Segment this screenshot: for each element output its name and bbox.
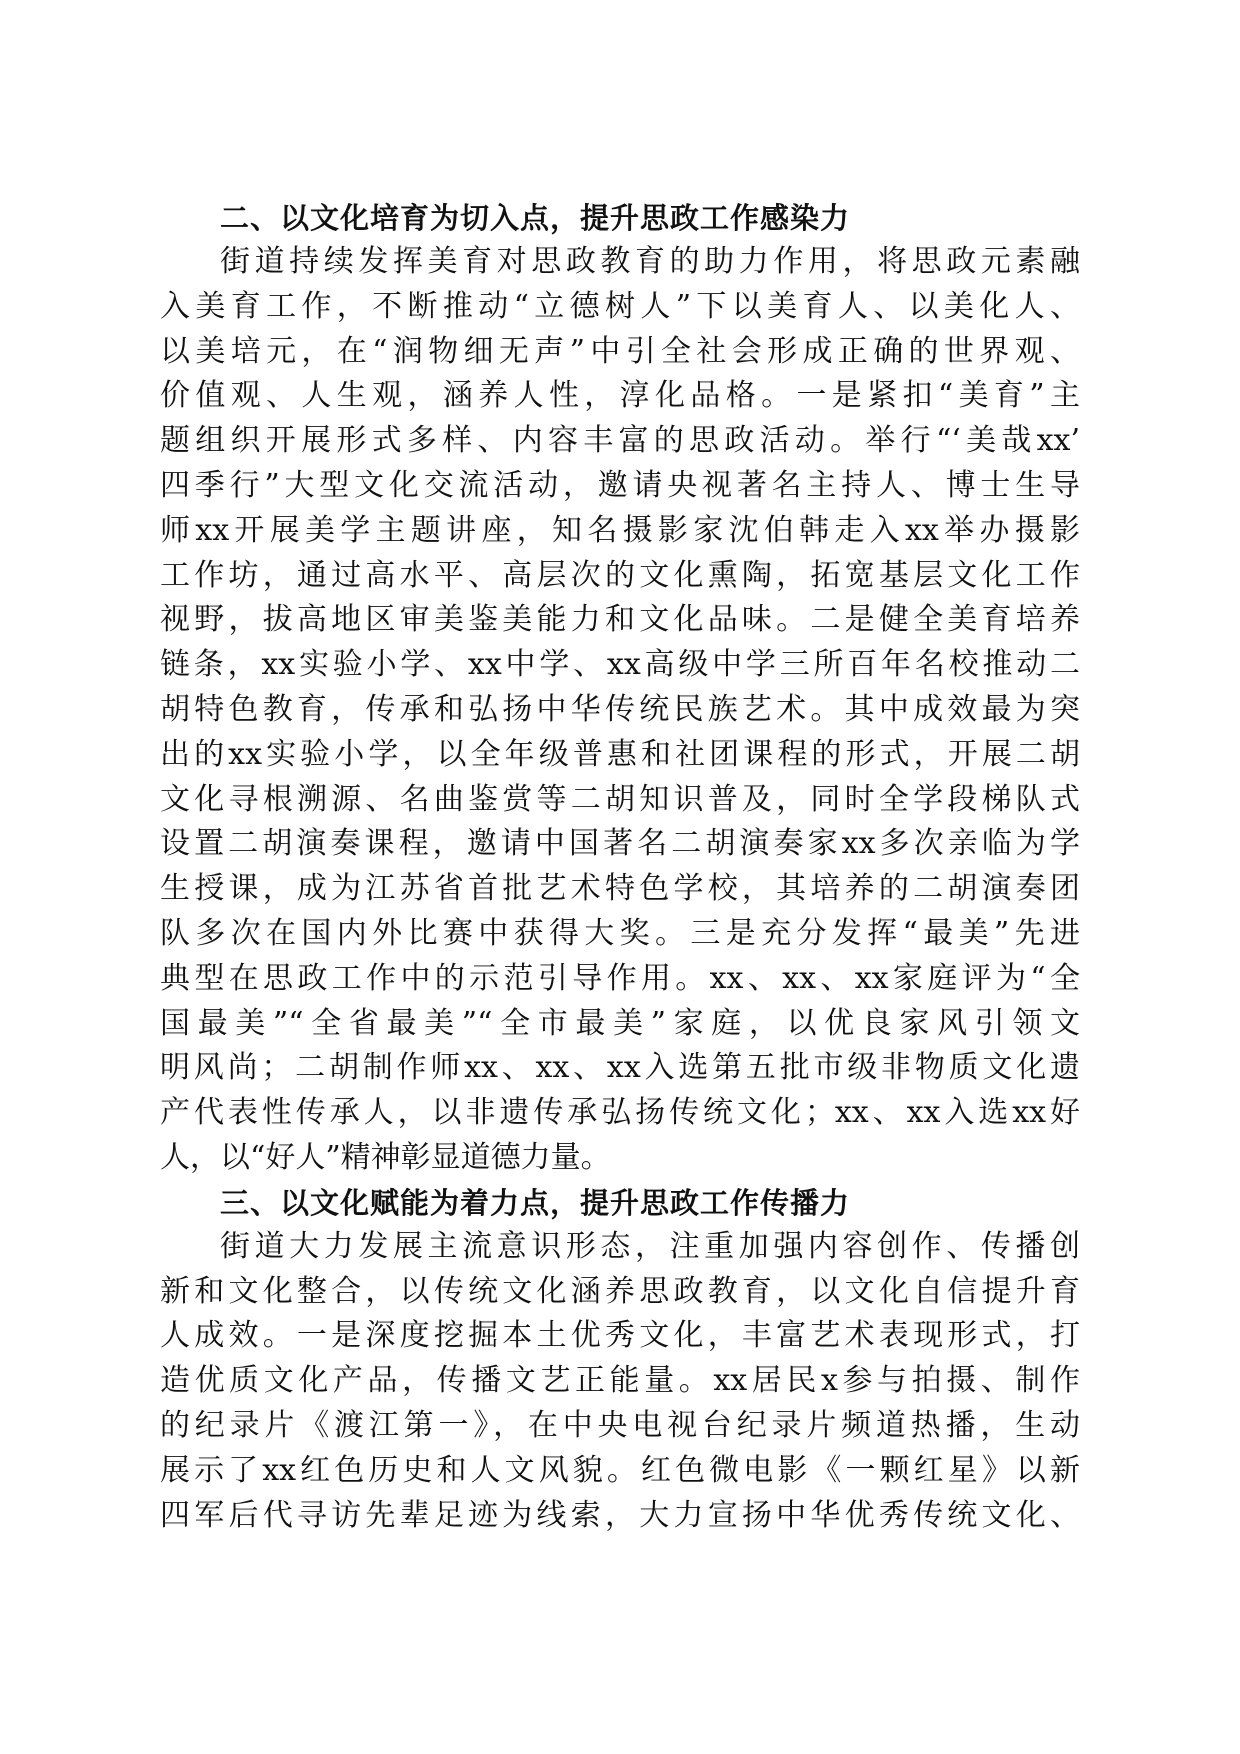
paragraph-line: 国最美”“全省最美”“全市最美”家庭，以优良家风引领文 xyxy=(160,1005,1080,1041)
section-paragraph xyxy=(160,1225,1080,1539)
paragraph-line: 队多次在国内外比赛中获得大奖。三是充分发挥“最美”先进 xyxy=(160,915,1080,951)
paragraph-line: 以美培元，在“润物细无声”中引全社会形成正确的世界观、 xyxy=(160,333,1080,369)
paragraph-line: 链条，xx实验小学、xx中学、xx高级中学三所百年名校推动二 xyxy=(160,647,1080,683)
paragraph-line: 胡特色教育，传承和弘扬中华传统民族艺术。其中成效最为突 xyxy=(160,691,1080,727)
section-culture-cultivation xyxy=(160,196,1080,1181)
paragraph-line: 典型在思政工作中的示范引导作用。xx、xx、xx家庭评为“全 xyxy=(160,960,1080,996)
paragraph-line: 视野，拔高地区审美鉴美能力和文化品味。二是健全美育培养 xyxy=(160,602,1080,638)
paragraph-line: 展示了xx红色历史和人文风貌。红色微电影《一颗红星》以新 xyxy=(160,1452,1080,1488)
paragraph-line: 题组织开展形式多样、内容丰富的思政活动。举行“‘美哉xx’ xyxy=(160,423,1080,459)
paragraph-line: 四军后代寻访先辈足迹为线索，大力宣扬中华优秀传统文化、 xyxy=(160,1497,1080,1533)
section-culture-empowerment xyxy=(160,1181,1080,1539)
paragraph-line: 人，以“好人”精神彰显道德力量。 xyxy=(160,1139,611,1175)
paragraph-line: 设置二胡演奏课程，邀请中国著名二胡演奏家xx多次亲临为学 xyxy=(160,826,1080,862)
paragraph-line: 人成效。一是深度挖掘本土优秀文化，丰富艺术表现形式，打 xyxy=(160,1318,1080,1354)
paragraph-line: 入美育工作，不断推动“立德树人”下以美育人、以美化人、 xyxy=(160,288,1080,324)
paragraph-line: 新和文化整合，以传统文化涵养思政教育，以文化自信提升育 xyxy=(160,1273,1080,1309)
paragraph-line: 街道持续发挥美育对思政教育的助力作用，将思政元素融 xyxy=(220,244,1080,279)
paragraph-line: 价值观、人生观，涵养人性，淳化品格。一是紧扣“美育”主 xyxy=(160,378,1080,414)
paragraph-line: 文化寻根溯源、名曲鉴赏等二胡知识普及，同时全学段梯队式 xyxy=(160,781,1080,817)
paragraph-line: 明风尚；二胡制作师xx、xx、xx入选第五批市级非物质文化遗 xyxy=(160,1050,1080,1086)
paragraph-line: 街道大力发展主流意识形态，注重加强内容创作、传播创 xyxy=(220,1228,1080,1264)
paragraph-line: 出的xx实验小学，以全年级普惠和社团课程的形式，开展二胡 xyxy=(160,736,1080,772)
paragraph-line: 的纪录片《渡江第一》，在中央电视台纪录片频道热播，生动 xyxy=(160,1407,1080,1443)
paragraph-line: 四季行”大型文化交流活动，邀请央视著名主持人、博士生导 xyxy=(160,467,1080,503)
section-heading: 二、以文化培育为切入点，提升思政工作感染力 xyxy=(220,201,851,235)
paragraph-line: 造优质文化产品，传播文艺正能量。xx居民x参与拍摄、制作 xyxy=(160,1363,1080,1399)
section-paragraph xyxy=(160,240,1080,1181)
paragraph-line: 师xx开展美学主题讲座，知名摄影家沈伯韩走入xx举办摄影 xyxy=(160,512,1080,548)
paragraph-line: 工作坊，通过高水平、高层次的文化熏陶，拓宽基层文化工作 xyxy=(160,557,1080,593)
section-heading: 三、以文化赋能为着力点，提升思政工作传播力 xyxy=(220,1185,851,1220)
paragraph-line: 产代表性传承人，以非遗传承弘扬传统文化；xx、xx入选xx好 xyxy=(160,1095,1080,1131)
document-page xyxy=(160,196,1080,1538)
paragraph-line: 生授课，成为江苏省首批艺术特色学校，其培养的二胡演奏团 xyxy=(160,871,1080,907)
